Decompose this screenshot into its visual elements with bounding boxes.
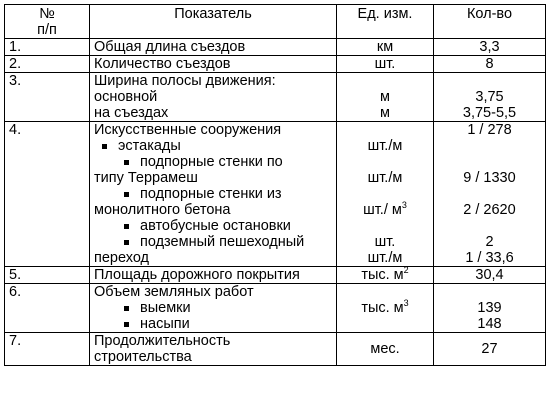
row-indicator: Площадь дорожного покрытия (90, 267, 337, 284)
table-row (5, 284, 546, 333)
header-unit: Ед. изм. (337, 5, 434, 39)
row-indicator (90, 122, 337, 267)
row-indicator: Количество съездов (90, 56, 337, 73)
bullet-icon (124, 240, 129, 245)
table-row (5, 73, 546, 122)
list-item-continuation: монолитного бетона (94, 202, 231, 218)
row-unit (337, 284, 434, 333)
sub-item-label: на съездах (94, 105, 169, 121)
list-item-continuation: переход (94, 250, 150, 266)
list-item-label: подпорные стенки по (140, 154, 283, 170)
row-qty: 3,3 (434, 39, 546, 56)
item-unit: шт./м (367, 170, 403, 186)
item-qty: 1 / 278 (467, 122, 512, 138)
list-item-label: подпорные стенки из (140, 186, 282, 202)
header-qty: Кол-во (434, 5, 546, 39)
list-item (94, 154, 332, 170)
item-qty: 148 (477, 316, 502, 332)
list-item (94, 234, 332, 250)
table-row (5, 56, 546, 73)
row-number: 5. (5, 267, 90, 284)
row-indicator-line: Продолжительность (94, 333, 231, 349)
row-unit (337, 73, 434, 122)
row-unit: мес. (337, 333, 434, 366)
table-row (5, 333, 546, 366)
row-indicator (90, 73, 337, 122)
bullet-icon (124, 192, 129, 197)
item-unit: шт./м (367, 250, 403, 266)
table-row (5, 267, 546, 284)
row-indicator: Общая длина съездов (90, 39, 337, 56)
list-item (94, 218, 332, 234)
specification-table (4, 4, 546, 366)
row-indicator-title: Искусственные сооружения (94, 122, 282, 138)
list-item-continuation: типу Террамеш (94, 170, 198, 186)
row-number: 1. (5, 39, 90, 56)
sub-item-label: основной (94, 89, 158, 105)
list-item-label: выемки (140, 300, 191, 316)
row-qty (434, 122, 546, 267)
item-unit: шт. (374, 234, 396, 250)
row-number: 3. (5, 73, 90, 122)
bullet-icon (124, 306, 129, 311)
sub-item-qty: 3,75-5,5 (462, 105, 517, 121)
row-unit (337, 122, 434, 267)
bullet-icon (102, 144, 107, 149)
list-item-label: подземный пешеходный (140, 234, 305, 250)
header-num (5, 5, 90, 39)
item-unit: шт./ $м^3$ (363, 200, 407, 218)
row-qty (434, 73, 546, 122)
list-item-label: насыпи (140, 316, 190, 332)
row-unit: км (337, 39, 434, 56)
item-qty: 139 (477, 300, 502, 316)
header-num-line1: № (39, 6, 55, 22)
list-item-label: автобусные остановки (140, 218, 291, 234)
item-unit: шт./м (367, 138, 403, 154)
sub-item-qty: 3,75 (475, 89, 504, 105)
item-qty: 9 / 1330 (463, 170, 516, 186)
table-row (5, 122, 546, 267)
row-qty: 27 (434, 333, 546, 366)
list-item (94, 138, 332, 154)
row-number: 2. (5, 56, 90, 73)
row-indicator-title: Объем земляных работ (94, 284, 254, 300)
item-unit: тыс. $м^3$ (361, 298, 409, 316)
item-qty: 2 / 2620 (463, 202, 516, 218)
sub-item-unit: м (380, 89, 390, 105)
sub-item-unit: м (380, 105, 390, 121)
list-item (94, 316, 332, 332)
item-qty: 2 (485, 234, 494, 250)
row-qty: 30,4 (434, 267, 546, 284)
bullet-icon (124, 160, 129, 165)
row-qty: 8 (434, 56, 546, 73)
row-unit: шт. (337, 56, 434, 73)
header-row (5, 5, 546, 39)
row-number: 4. (5, 122, 90, 267)
header-indicator: Показатель (90, 5, 337, 39)
row-unit: тыс. $м^2$ (337, 267, 434, 284)
bullet-icon (124, 224, 129, 229)
list-item-label: эстакады (118, 138, 181, 154)
table-row (5, 39, 546, 56)
row-number: 7. (5, 333, 90, 366)
row-indicator-title: Ширина полосы движения: (94, 73, 276, 89)
item-qty: 1 / 33,6 (465, 250, 514, 266)
list-item (94, 186, 332, 202)
row-indicator (90, 333, 337, 366)
row-number: 6. (5, 284, 90, 333)
header-num-line2: п/п (37, 22, 57, 38)
row-indicator (90, 284, 337, 333)
row-indicator-line: строительства (94, 349, 192, 365)
bullet-icon (124, 322, 129, 327)
row-qty (434, 284, 546, 333)
list-item (94, 300, 332, 316)
